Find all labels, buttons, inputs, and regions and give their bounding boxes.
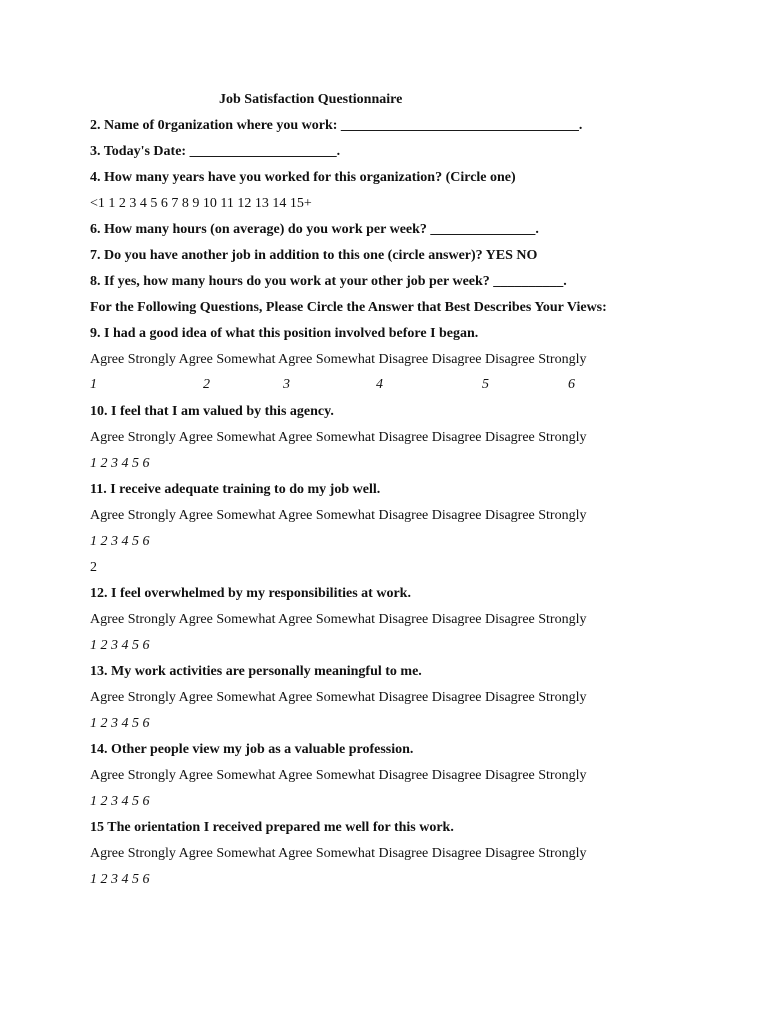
question-11: 11. I receive adequate training to do my job well. [90, 482, 381, 497]
question-14-scale-labels: Agree Strongly Agree Somewhat Agree Somewhat Disagree Disagree Disagree Strongly [90, 768, 587, 783]
question-14-scale-numbers: 1 2 3 4 5 6 [90, 794, 150, 809]
question-10-scale-numbers: 1 2 3 4 5 6 [90, 456, 150, 471]
question-2-organization: 2. Name of 0rganization where you work: __________________________________. [90, 118, 583, 133]
instructions: For the Following Questions, Please Circle the Answer that Best Describes Your Views: [90, 300, 607, 315]
question-9-scale-numbers [0, 376, 768, 393]
question-14: 14. Other people view my job as a valuable profession. [90, 742, 414, 757]
question-7-another-job: 7. Do you have another job in addition to this one (circle answer)? YES NO [90, 248, 538, 263]
question-12: 12. I feel overwhelmed by my responsibilities at work. [90, 586, 411, 601]
question-9-scale-labels: Agree Strongly Agree Somewhat Agree Somewhat Disagree Disagree Disagree Strongly [90, 352, 587, 367]
question-11-scale-numbers: 1 2 3 4 5 6 [90, 534, 150, 549]
question-4-years: 4. How many years have you worked for this organization? (Circle one) [90, 170, 516, 185]
question-12-scale-labels: Agree Strongly Agree Somewhat Agree Somewhat Disagree Disagree Disagree Strongly [90, 612, 587, 627]
question-13-scale-labels: Agree Strongly Agree Somewhat Agree Somewhat Disagree Disagree Disagree Strongly [90, 690, 587, 705]
scale-number: 2 [203, 377, 210, 392]
scale-number: 1 [90, 377, 97, 392]
question-8-other-hours: 8. If yes, how many hours do you work at your other job per week? __________. [90, 274, 567, 289]
question-10: 10. I feel that I am valued by this agency. [90, 404, 334, 419]
question-15-scale-labels: Agree Strongly Agree Somewhat Agree Somewhat Disagree Disagree Disagree Strongly [90, 846, 587, 861]
page-title: Job Satisfaction Questionnaire [219, 92, 403, 107]
question-10-scale-labels: Agree Strongly Agree Somewhat Agree Somewhat Disagree Disagree Disagree Strongly [90, 430, 587, 445]
question-13: 13. My work activities are personally meaningful to me. [90, 664, 422, 679]
question-15: 15 The orientation I received prepared me well for this work. [90, 820, 454, 835]
question-9: 9. I had a good idea of what this position involved before I began. [90, 326, 479, 341]
scale-number: 3 [283, 377, 290, 392]
question-3-date: 3. Today's Date: _____________________. [90, 144, 341, 159]
question-12-scale-numbers: 1 2 3 4 5 6 [90, 638, 150, 653]
question-6-hours: 6. How many hours (on average) do you work per week? _______________. [90, 222, 539, 237]
scale-number: 6 [568, 377, 575, 392]
scale-number: 4 [376, 377, 383, 392]
question-15-scale-numbers: 1 2 3 4 5 6 [90, 872, 150, 887]
page-number: 2 [90, 560, 97, 575]
question-4-options: <1 1 2 3 4 5 6 7 8 9 10 11 12 13 14 15+ [90, 196, 312, 211]
question-11-scale-labels: Agree Strongly Agree Somewhat Agree Somewhat Disagree Disagree Disagree Strongly [90, 508, 587, 523]
question-13-scale-numbers: 1 2 3 4 5 6 [90, 716, 150, 731]
scale-number: 5 [482, 377, 489, 392]
